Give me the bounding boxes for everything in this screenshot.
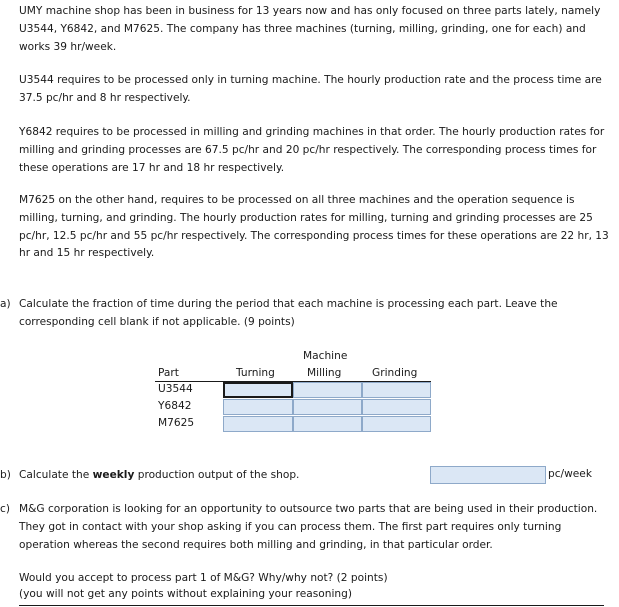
question-b-label: b) <box>0 469 11 481</box>
table-row-label: U3544 <box>158 383 193 395</box>
cell-y6842-grinding[interactable] <box>362 399 431 415</box>
intro-paragraph-3: Y6842 requires to be processed in milling and grinding machines in that order. The hourly production rates for milling and grinding processes are 67.5 pc/hr and 20 pc/hr respectively. The corresponding process times for these operations are 17 hr and 18 hr respectively. <box>19 126 605 174</box>
table-machine-header: Machine <box>303 350 348 362</box>
table-row <box>155 416 431 433</box>
cell-u3544-turning[interactable] <box>223 382 293 398</box>
question-c-part1: Would you accept to process part 1 of M&G? Why/why not? (2 points) <box>19 572 388 584</box>
cell-m7625-grinding[interactable] <box>362 416 431 432</box>
intro-paragraph-2: U3544 requires to be processed only in turning machine. The hourly production rate and the process time are 37.5 pc/hr and 8 hr respectively. <box>19 74 602 104</box>
table-milling-header: Milling <box>307 367 342 379</box>
question-a-text: Calculate the fraction of time during the period that each machine is processing each part. Leave the corresponding cell blank if not applicable. (9 points) <box>19 298 558 328</box>
table-row <box>155 399 431 416</box>
table-grinding-header: Grinding <box>372 367 418 379</box>
question-a-label: a) <box>0 298 11 310</box>
table-part-header: Part <box>158 367 179 379</box>
question-b-text-2: production output of the shop. <box>134 469 300 481</box>
answer-area-top-border <box>19 605 604 606</box>
cell-u3544-grinding[interactable] <box>362 382 431 398</box>
question-a <box>0 296 600 332</box>
table-row <box>155 382 431 399</box>
question-b-text-1: Calculate the <box>19 469 93 481</box>
cell-m7625-milling[interactable] <box>293 416 362 432</box>
question-c-note: (you will not get any points without explaining your reasoning) <box>19 588 352 600</box>
intro-paragraph-4: M7625 on the other hand, requires to be processed on all three machines and the operation sequence is milling, turning, and grinding. The hourly production rates for milling, turning and grinding processes are 25 pc/hr, 12.5 pc/hr and 55 pc/hr respectively. The corresponding process times for these operations are 22 hr, 13 hr and 15 hr respectively. <box>19 194 609 260</box>
weekly-output-input[interactable] <box>430 466 546 484</box>
question-b-weekly: weekly <box>92 469 135 481</box>
cell-y6842-milling[interactable] <box>293 399 362 415</box>
intro-paragraph-1: UMY machine shop has been in business for 13 years now and has only focused on three parts lately, namely U3544, Y6842, and M7625. The company has three machines (turning, milling, grinding, one for each) and works 39 hr/week. <box>19 5 601 53</box>
question-c <box>0 501 600 554</box>
table-row-label: Y6842 <box>158 400 192 412</box>
table-row-label: M7625 <box>158 417 195 429</box>
cell-y6842-turning[interactable] <box>223 399 293 415</box>
question-c-text: M&G corporation is looking for an opportunity to outsource two parts that are being used in their production. They got in contact with your shop asking if you can process them. The first part requires only turning operation whereas the second requires both milling and grinding, in that particular order. <box>19 503 598 551</box>
cell-m7625-turning[interactable] <box>223 416 293 432</box>
table-turning-header: Turning <box>236 367 275 379</box>
cell-u3544-milling[interactable] <box>293 382 362 398</box>
weekly-output-unit: pc/week <box>548 468 592 480</box>
question-c-label: c) <box>0 503 10 515</box>
question-b <box>0 467 420 485</box>
